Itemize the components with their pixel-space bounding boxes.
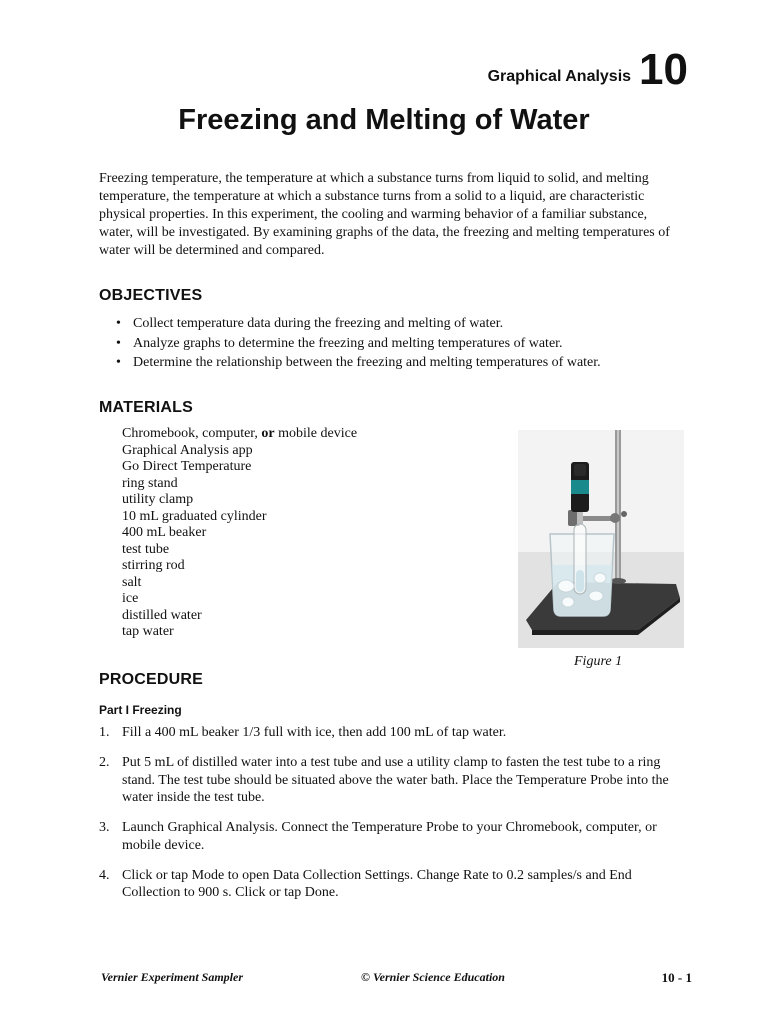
procedure-step	[99, 724, 689, 742]
material-item: ring stand	[122, 475, 178, 491]
step-number: 2.	[99, 755, 110, 770]
material-item-post: mobile device	[274, 426, 358, 441]
material-item: stirring rod	[122, 558, 185, 573]
footer-left: Vernier Experiment Sampler	[101, 970, 244, 984]
procedure-steps	[99, 724, 689, 914]
figure-caption: Figure 1	[574, 654, 623, 669]
experiment-number: 10	[639, 45, 688, 94]
material-item: Go Direct Temperature	[122, 459, 252, 474]
step-text: Fill a 400 mL beaker 1/3 full with ice, then add 100 mL of tap water.	[122, 725, 507, 740]
procedure-part-heading: Part I Freezing	[99, 703, 182, 717]
material-item: ice	[122, 591, 139, 606]
material-item: tap water	[122, 624, 174, 639]
step-number: 4.	[99, 867, 110, 883]
step-text: Click or tap Mode to open Data Collection Settings. Change Rate to 0.2 samples/s and End Collection to 900 s. Click or tap Done.	[122, 867, 632, 900]
header-label: Graphical Analysis	[487, 68, 632, 85]
materials-list	[122, 426, 357, 641]
page-number: 10 - 1	[661, 970, 692, 985]
objectives-heading: OBJECTIVES	[99, 287, 203, 304]
step-number: 3.	[99, 820, 110, 835]
materials-heading: MATERIALS	[99, 399, 193, 416]
procedure-step	[99, 754, 689, 807]
material-item: 400 mL beaker	[122, 525, 207, 540]
page-title: Freezing and Melting of Water	[178, 104, 590, 136]
procedure-step	[99, 819, 689, 854]
material-item: 10 mL graduated cylinder	[122, 508, 267, 524]
procedure-heading: PROCEDURE	[99, 671, 204, 688]
material-item-pre: Chromebook, computer,	[122, 426, 262, 441]
material-item-or: or	[261, 426, 275, 441]
material-item: Graphical Analysis app	[122, 442, 253, 458]
objective-item: • Determine the relationship between the freezing and melting temperatures of water.	[112, 353, 601, 373]
procedure-step	[99, 867, 689, 902]
step-text: Launch Graphical Analysis. Connect the Temperature Probe to your Chromebook, computer, or mobile device.	[122, 820, 657, 853]
objective-item: • Collect temperature data during the freezing and melting of water.	[112, 314, 601, 334]
material-item: distilled water	[122, 607, 202, 623]
objective-item: • Analyze graphs to determine the freezing and melting temperatures of water.	[112, 334, 601, 354]
apparatus-illustration	[518, 430, 684, 648]
material-item: utility clamp	[122, 492, 194, 507]
material-item	[122, 426, 357, 443]
objectives-list	[112, 314, 601, 373]
experiment-header	[488, 44, 688, 92]
step-text: Put 5 mL of distilled water into a test tube and use a utility clamp to fasten the test tube to a ring stand. The test tube should be situated above the water bath. Place the Temperature Probe into the water inside the test tube.	[122, 755, 669, 805]
footer-center: © Vernier Science Education	[361, 970, 505, 984]
intro-paragraph: Freezing temperature, the temperature at which a substance turns from liquid to solid, and melting temperature, the temperature at which a substance turns from a solid to a liquid, are characteristic physical properties. In this experiment, the cooling and warming behavior of a familiar substance, water, will be investigated. By examining graphs of the data, the freezing and melting temperatures of water will be determined and compared.	[99, 171, 670, 258]
material-item: salt	[122, 574, 142, 590]
material-item: test tube	[122, 541, 170, 557]
step-number: 1.	[99, 725, 110, 740]
